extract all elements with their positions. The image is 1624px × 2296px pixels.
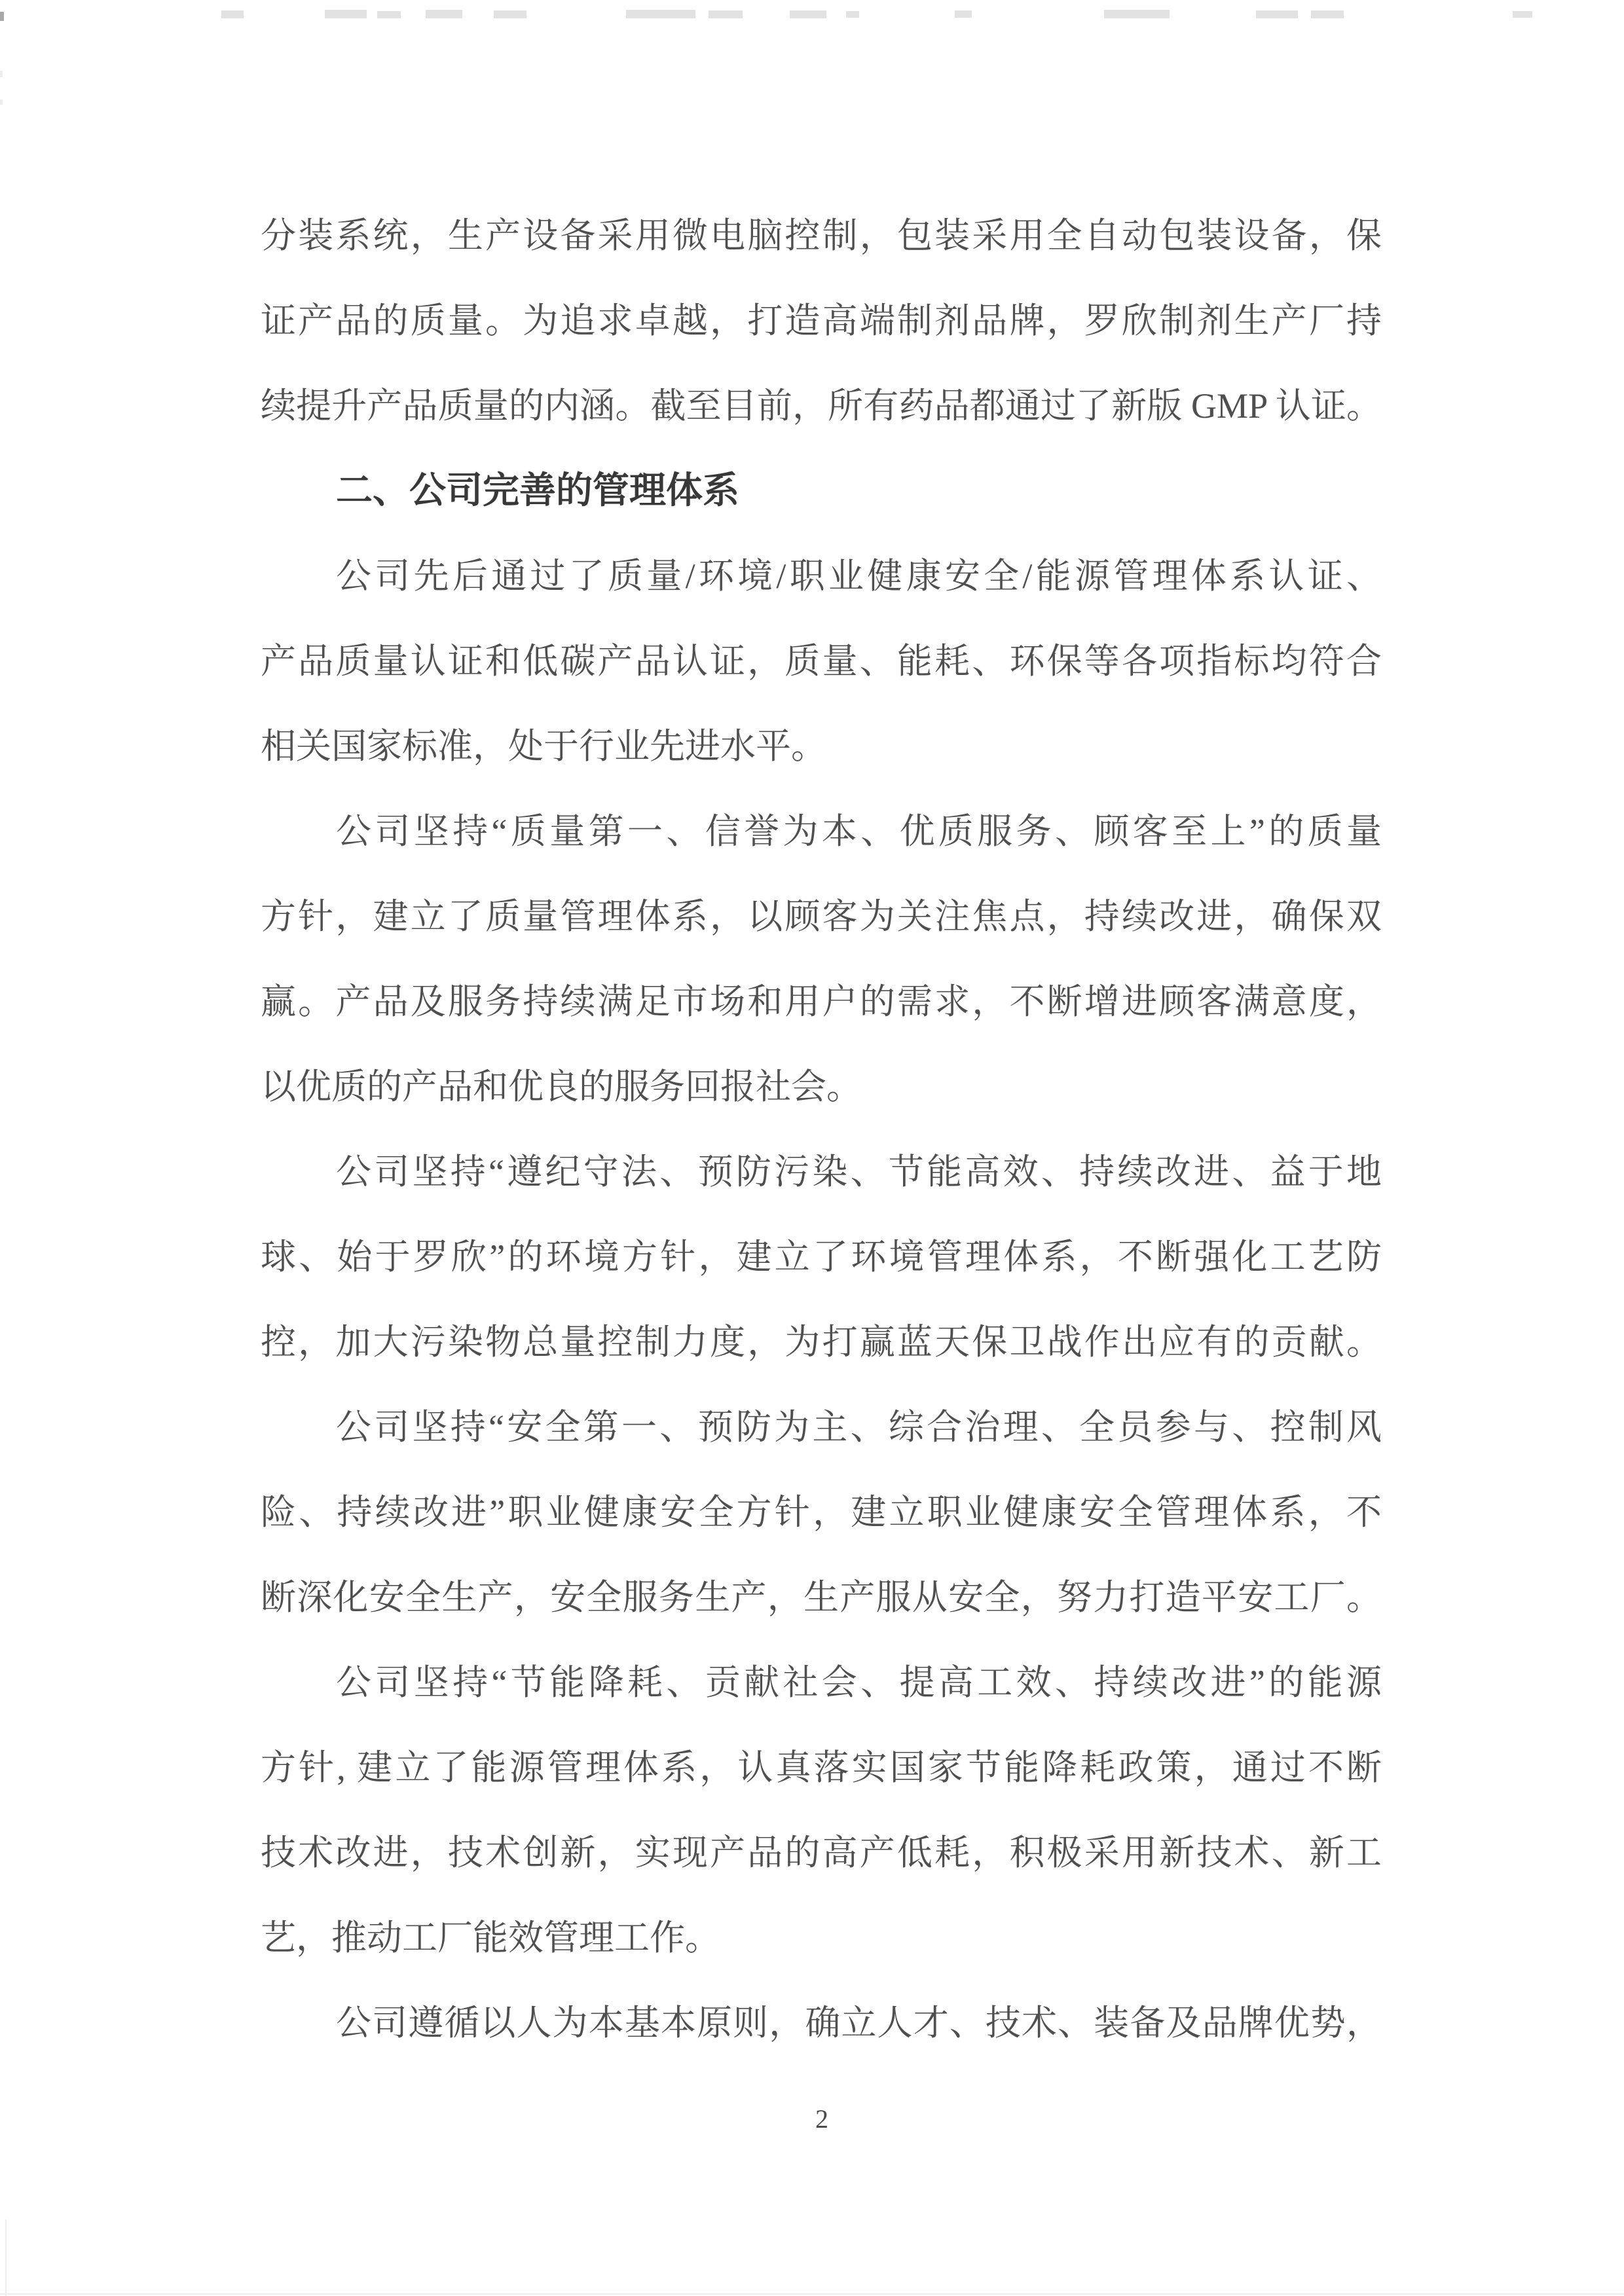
text-line: 以优质的产品和优良的服务回报社会。 [261, 1067, 862, 1106]
scan-artifact [5, 2219, 7, 2296]
scan-artifact [0, 71, 3, 77]
scan-artifact [790, 10, 826, 18]
scan-artifact [1311, 10, 1344, 18]
text-line: 公司坚持“质量第一、信誉为本、优质服务、顾客至上”的质量 [336, 812, 1382, 851]
text-line: 险、持续改进”职业健康安全方针，建立职业健康安全管理体系，不 [261, 1493, 1382, 1532]
text-line: 方针，建立了质量管理体系，以顾客为关注焦点，持续改进，确保双 [261, 897, 1382, 936]
scan-artifact [221, 10, 244, 18]
scan-artifact [0, 2293, 1624, 2295]
scan-artifact [325, 10, 367, 18]
text-line: 公司坚持“节能降耗、贡献社会、提高工效、持续改进”的能源 [336, 1663, 1382, 1702]
text-line: 技术改进，技术创新，实现产品的高产低耗，积极采用新技术、新工 [261, 1833, 1382, 1872]
text-line: 续提升产品质量的内涵。截至目前，所有药品都通过了新版 GMP 认证。 [261, 386, 1382, 426]
scan-artifact [426, 10, 462, 18]
text-line: 证产品的质量。为追求卓越，打造高端制剂品牌，罗欣制剂生产厂持 [261, 301, 1382, 340]
text-line: 赢。产品及服务持续满足市场和用户的需求，不断增进顾客满意度， [261, 982, 1382, 1021]
text-line: 产品质量认证和低碳产品认证，质量、能耗、环保等各项指标均符合 [261, 642, 1382, 681]
scan-artifact [1104, 10, 1170, 18]
text-line: 艺，推动工厂能效管理工作。 [261, 1918, 720, 1958]
scan-artifact [0, 12, 4, 21]
text-line: 球、始于罗欣”的环境方针，建立了环境管理体系，不断强化工艺防 [261, 1237, 1382, 1277]
scan-artifact [846, 11, 859, 18]
text-line: 公司坚持“安全第一、预防为主、综合治理、全员参与、控制风 [336, 1408, 1382, 1447]
text-line: 公司先后通过了质量/环境/职业健康安全/能源管理体系认证、 [336, 556, 1382, 596]
text-block [261, 193, 1382, 2066]
text-line: 分装系统，生产设备采用微电脑控制，包装采用全自动包装设备，保 [261, 216, 1382, 255]
scan-artifact [494, 10, 526, 18]
text-line: 相关国家标准，处于行业先进水平。 [261, 727, 826, 766]
scan-artifact [626, 10, 695, 18]
text-line: 公司遵循以人为本基本原则，确立人才、技术、装备及品牌优势， [336, 2003, 1382, 2043]
text-line: 断深化安全生产，安全服务生产，生产服从安全，努力打造平安工厂。 [261, 1578, 1382, 1617]
scan-artifact [955, 10, 972, 18]
text-line: 控，加大污染物总量控制力度，为打赢蓝天保卫战作出应有的贡献。 [261, 1322, 1382, 1362]
page-number: 2 [815, 2104, 828, 2134]
scan-artifact [1256, 10, 1298, 18]
scan-artifact [377, 11, 401, 18]
scan-artifact [1513, 11, 1532, 18]
scan-artifact [0, 100, 3, 105]
section-heading: 二、公司完善的管理体系 [336, 471, 739, 511]
scan-artifact [709, 10, 743, 18]
text-line: 公司坚持“遵纪守法、预防污染、节能高效、持续改进、益于地 [336, 1152, 1382, 1192]
text-line: 方针, 建立了能源管理体系，认真落实国家节能降耗政策，通过不断 [261, 1748, 1382, 1787]
